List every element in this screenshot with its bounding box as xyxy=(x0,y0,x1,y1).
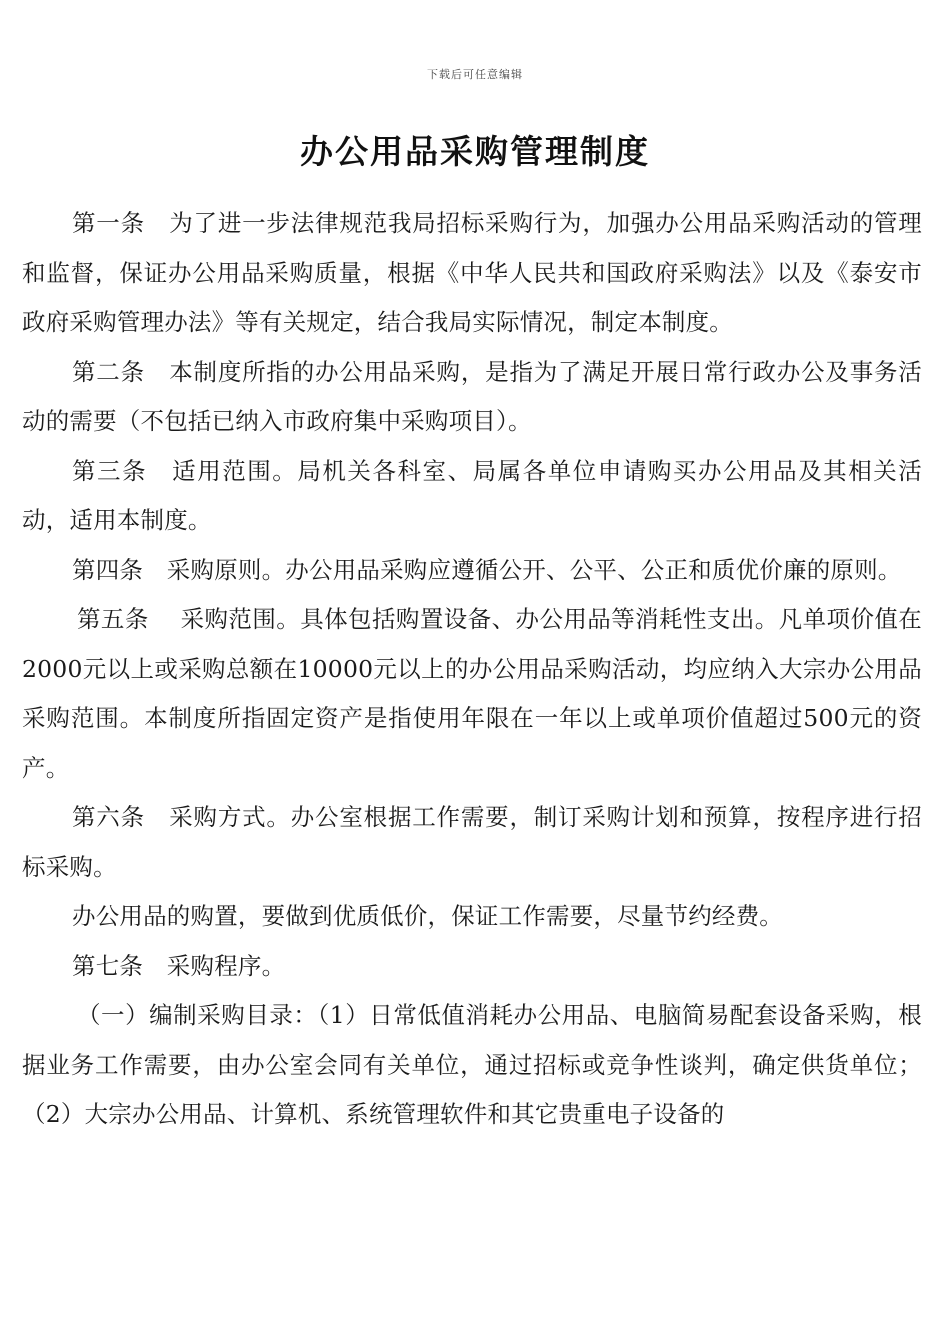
article-1-paragraph: 第一条 为了进一步法律规范我局招标采购行为，加强办公用品采购活动的管理和监督，保证办公用品采购质量，根据《中华人民共和国政府采购法》以及《泰安市政府采购管理办法》等有关规定，结合我局实际情况，制定本制度。 xyxy=(22,209,922,336)
article-4-paragraph: 第四条 采购原则。办公用品采购应遵循公开、公平、公正和质优价廉的原则。 xyxy=(72,555,902,584)
purchase-note-paragraph: 办公用品的购置，要做到优质低价，保证工作需要，尽量节约经费。 xyxy=(72,902,783,930)
article-7-paragraph: 第七条 采购程序。 xyxy=(72,951,286,980)
document-title: 办公用品采购管理制度 xyxy=(300,132,650,171)
procedure-1-paragraph: （一）编制采购目录：（1）日常低值消耗办公用品、电脑简易配套设备采购，根据业务工作需要，由办公室会同有关单位，通过招标或竞争性谈判，确定供货单位；（2）大宗办公用品、计算机、系统管理软件和其它贵重电子设备的 xyxy=(22,1001,922,1128)
article-5-paragraph: 第五条 采购范围。具体包括购置设备、办公用品等消耗性支出。凡单项价值在2000元以上或采购总额在10000元以上的办公用品采购活动，均应纳入大宗办公用品采购范围。本制度所指固定资产是指使用年限在一年以上或单项价值超过500元的资产。 xyxy=(22,605,922,782)
article-3-paragraph: 第三条 适用范围。局机关各科室、局属各单位申请购买办公用品及其相关活动，适用本制度。 xyxy=(22,456,922,534)
header-note: 下载后可任意编辑 xyxy=(427,68,523,81)
article-6-paragraph: 第六条 采购方式。办公室根据工作需要，制订采购计划和预算，按程序进行招标采购。 xyxy=(22,803,922,881)
article-2-paragraph: 第二条 本制度所指的办公用品采购，是指为了满足开展日常行政办公及事务活动的需要（不包括已纳入市政府集中采购项目）。 xyxy=(22,357,922,435)
document-body xyxy=(22,199,922,1140)
